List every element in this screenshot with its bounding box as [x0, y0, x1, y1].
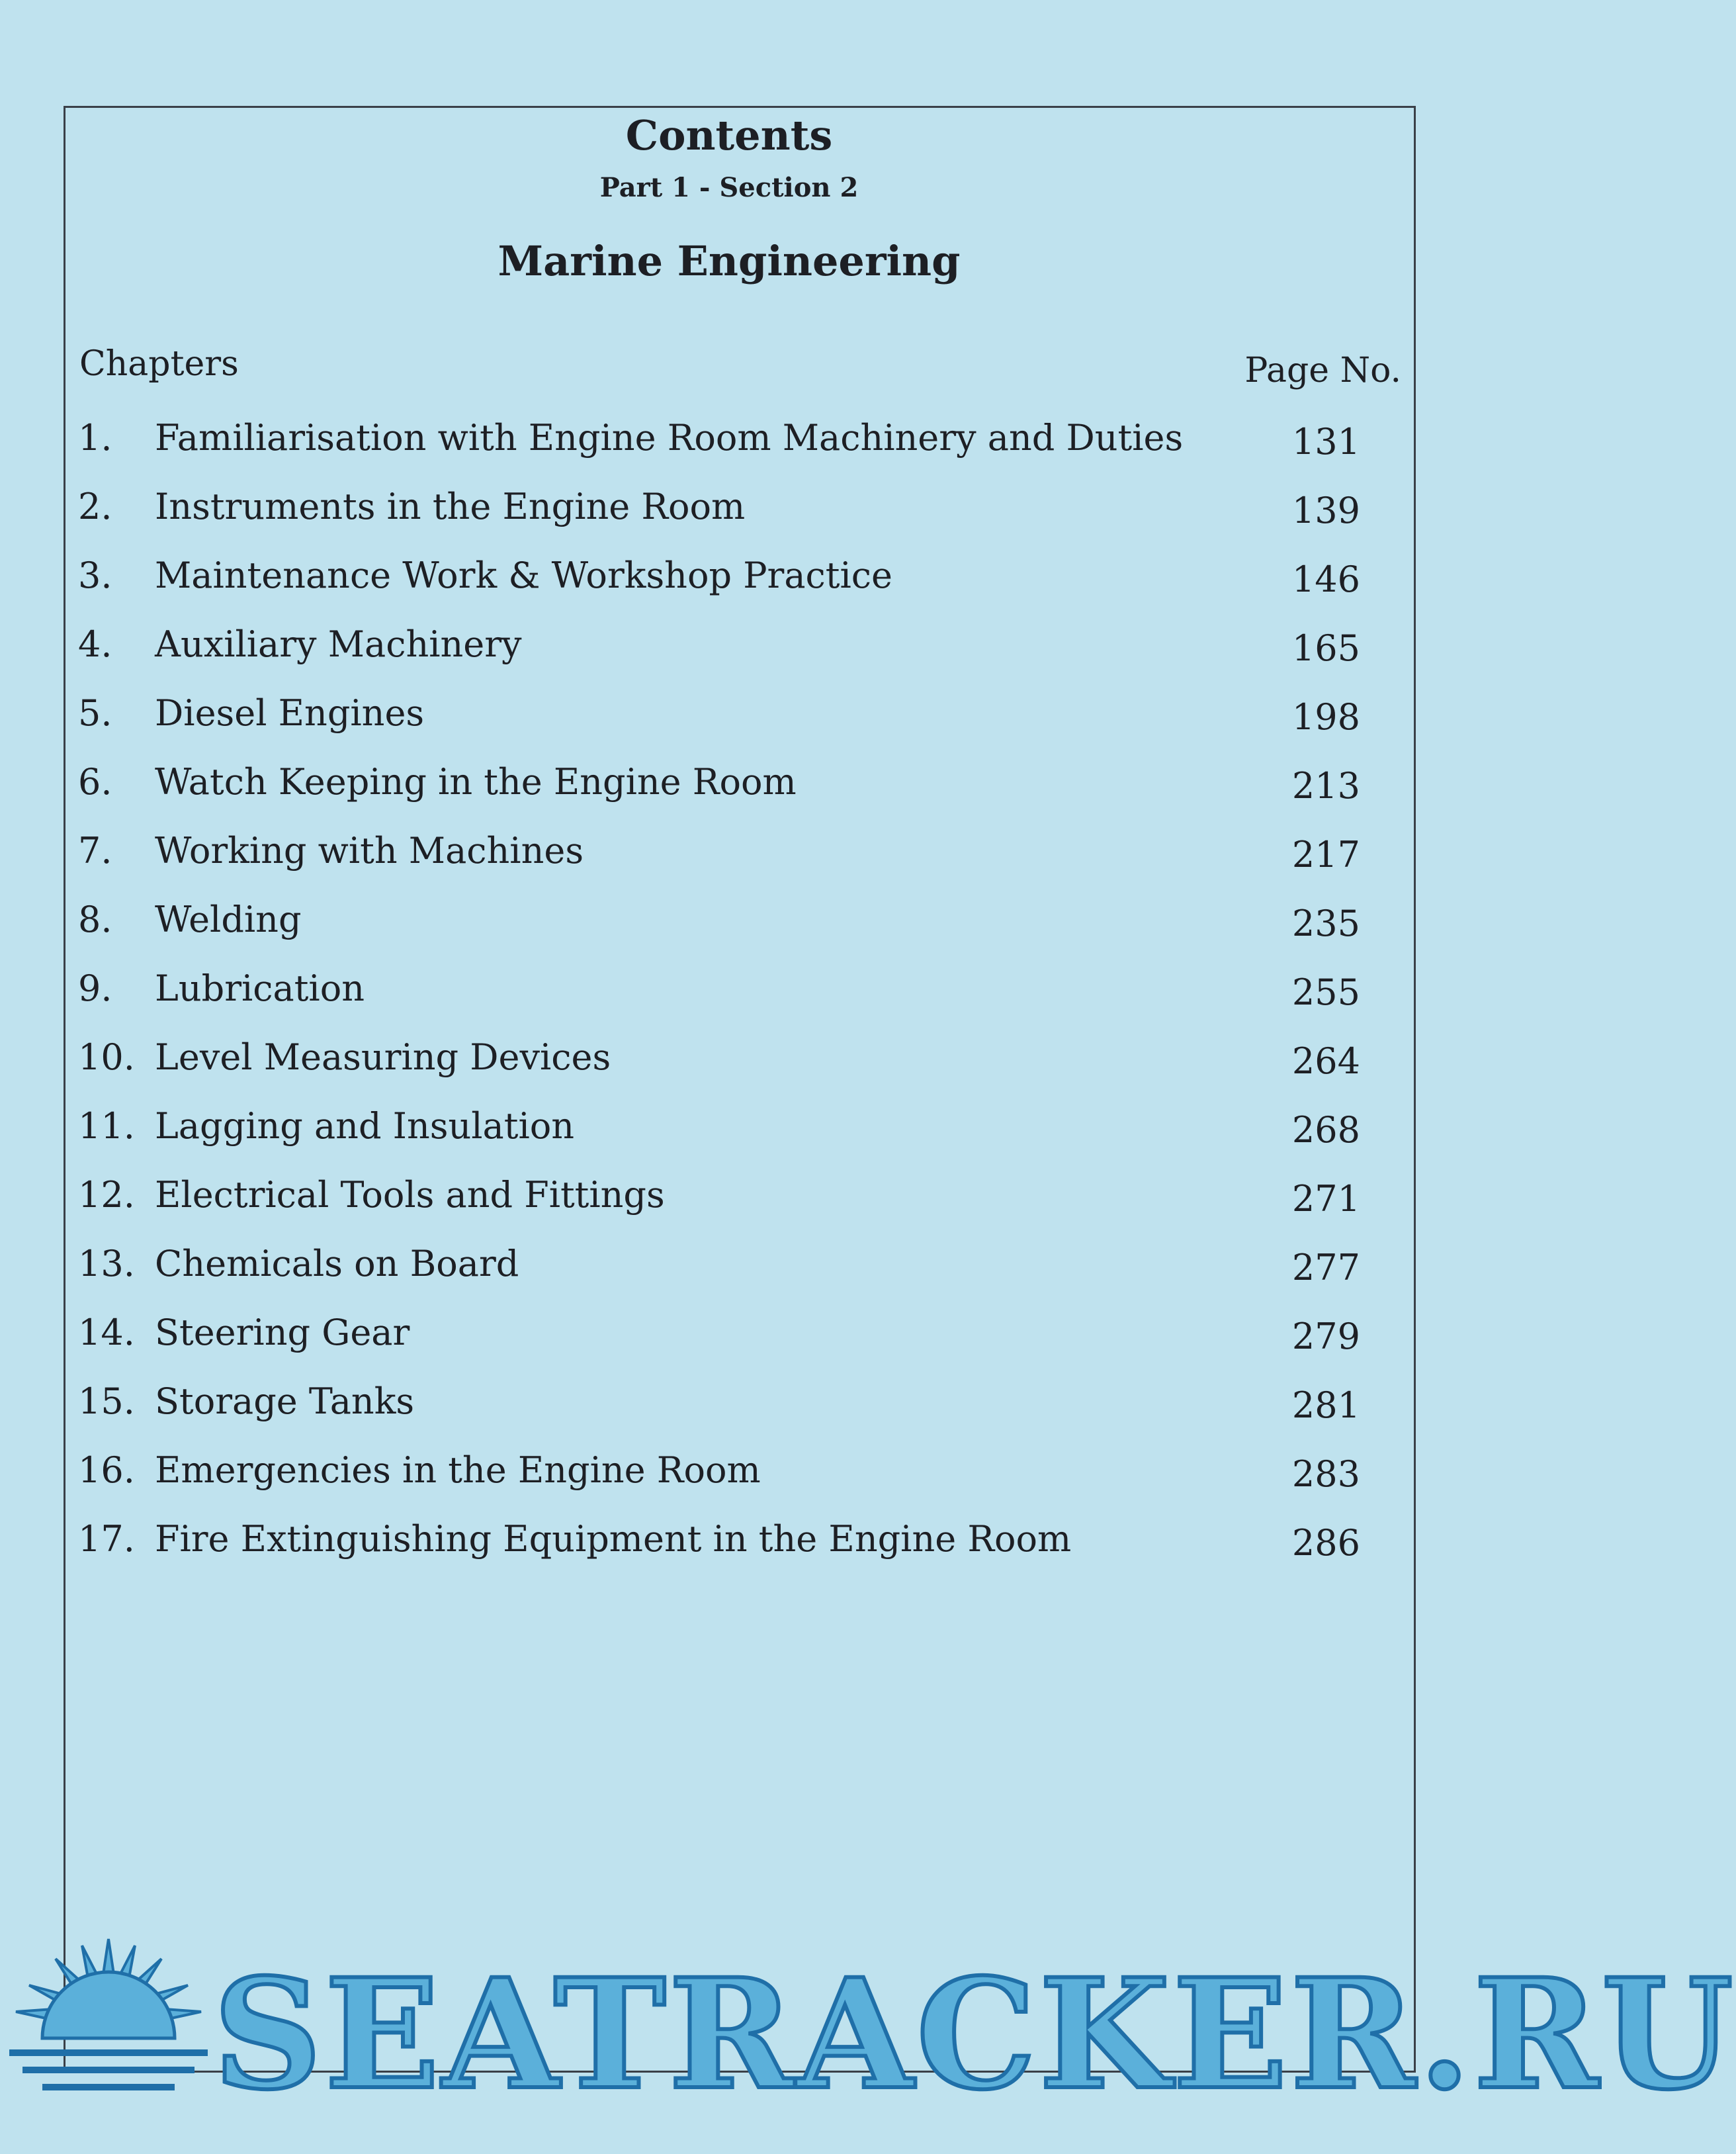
chapter-number: 16. [78, 1449, 135, 1491]
chapter-page: 281 [1291, 1384, 1360, 1426]
toc-row [0, 830, 1458, 899]
chapter-title: Electrical Tools and Fittings [155, 1174, 665, 1216]
chapter-title: Diesel Engines [155, 692, 425, 734]
chapter-number: 14. [78, 1312, 135, 1353]
chapter-page: 268 [1291, 1109, 1360, 1151]
chapter-title: Maintenance Work & Workshop Practice [155, 555, 892, 596]
chapter-number: 8. [78, 899, 112, 940]
watermark-text: SEATRACKER.RU [213, 1946, 1736, 2123]
chapters-column-header: Chapters [79, 344, 239, 384]
chapter-title: Lubrication [155, 967, 365, 1009]
chapter-number: 3. [78, 555, 112, 596]
chapter-title: Storage Tanks [155, 1380, 415, 1422]
chapter-number: 7. [78, 830, 112, 872]
toc-row [0, 1518, 1458, 1587]
table-of-contents [0, 417, 1458, 1587]
chapter-number: 15. [78, 1380, 135, 1422]
toc-row [0, 967, 1458, 1036]
chapter-title: Working with Machines [155, 830, 584, 872]
chapter-number: 2. [78, 486, 112, 527]
toc-row [0, 486, 1458, 555]
chapter-page: 235 [1291, 903, 1360, 944]
chapter-page: 146 [1291, 559, 1360, 600]
chapter-title: Steering Gear [155, 1312, 410, 1353]
chapter-number: 6. [78, 761, 112, 803]
chapter-page: 271 [1291, 1178, 1360, 1220]
chapter-number: 1. [78, 417, 112, 459]
toc-row [0, 899, 1458, 967]
chapter-page: 131 [1291, 421, 1360, 463]
chapter-title: Watch Keeping in the Engine Room [155, 761, 797, 803]
chapter-page: 255 [1291, 971, 1360, 1013]
toc-row [0, 555, 1458, 623]
toc-row [0, 1105, 1458, 1174]
chapter-page: 283 [1291, 1453, 1360, 1495]
chapter-title: Instruments in the Engine Room [155, 486, 746, 527]
chapter-number: 12. [78, 1174, 135, 1216]
chapter-title: Level Measuring Devices [155, 1036, 611, 1078]
part-label: Part 1 - Section 2 [599, 172, 859, 203]
sun-icon [9, 1939, 208, 2104]
toc-row [0, 1312, 1458, 1380]
chapter-title: Fire Extinguishing Equipment in the Engine Room [155, 1518, 1072, 1560]
chapter-page: 213 [1291, 765, 1360, 807]
toc-row [0, 1243, 1458, 1312]
chapter-page: 264 [1291, 1040, 1360, 1082]
chapter-title: Welding [155, 899, 302, 940]
chapter-number: 11. [78, 1105, 135, 1147]
chapter-title: Auxiliary Machinery [155, 623, 522, 665]
chapter-page: 279 [1291, 1316, 1360, 1357]
chapter-number: 17. [78, 1518, 135, 1560]
chapter-page: 217 [1291, 834, 1360, 875]
toc-row [0, 692, 1458, 761]
chapter-page: 198 [1291, 696, 1360, 738]
chapter-number: 9. [78, 967, 112, 1009]
chapter-page: 277 [1291, 1247, 1360, 1288]
toc-row [0, 761, 1458, 830]
toc-row [0, 623, 1458, 692]
chapter-page: 286 [1291, 1522, 1360, 1564]
toc-row [0, 1380, 1458, 1449]
toc-row [0, 1449, 1458, 1518]
chapter-number: 5. [78, 692, 112, 734]
toc-row [0, 1036, 1458, 1105]
page-title: Contents [625, 111, 833, 159]
section-title: Marine Engineering [498, 237, 961, 285]
chapter-title: Chemicals on Board [155, 1243, 519, 1284]
chapter-number: 13. [78, 1243, 135, 1284]
chapter-number: 10. [78, 1036, 135, 1078]
chapter-title: Familiarisation with Engine Room Machinery and Duties [155, 417, 1184, 459]
chapter-title: Lagging and Insulation [155, 1105, 574, 1147]
toc-row [0, 417, 1458, 486]
toc-row [0, 1174, 1458, 1243]
chapter-page: 165 [1291, 627, 1360, 669]
chapter-page: 139 [1291, 490, 1360, 531]
chapter-number: 4. [78, 623, 112, 665]
chapter-title: Emergencies in the Engine Room [155, 1449, 761, 1491]
page-column-header: Page No. [1244, 351, 1401, 390]
watermark [0, 1919, 1736, 2123]
